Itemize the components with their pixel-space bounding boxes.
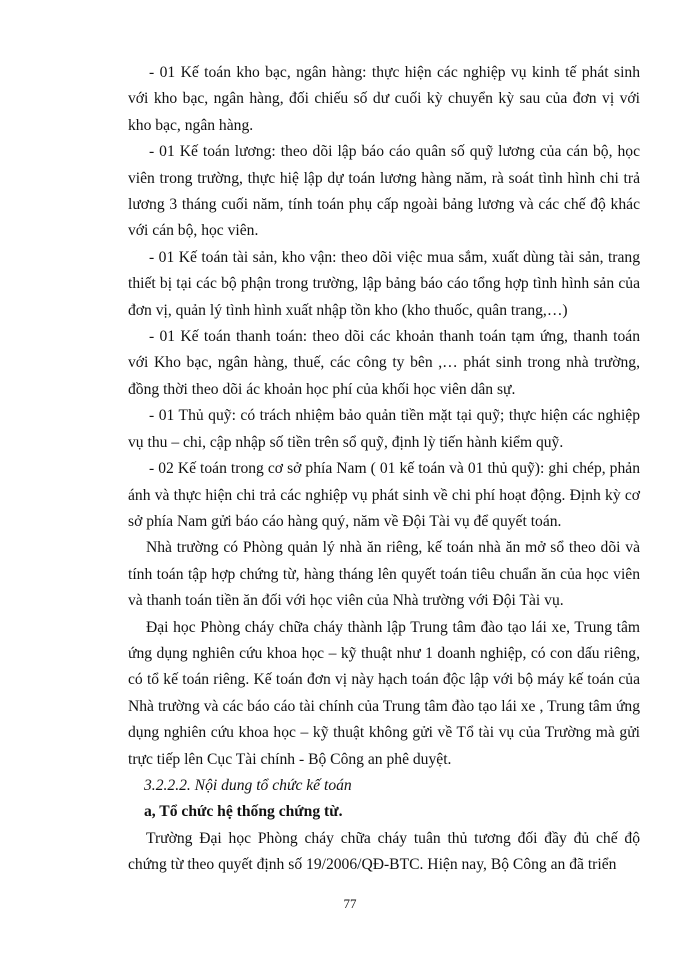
paragraph-payment-accountant: - 01 Kế toán thanh toán: theo dõi các khoản thanh toán tạm ứng, thanh toán với Kho bạc, ngân hàng, thuế, các công ty bên ,… phát sinh trong nhà trường, đồng thời theo dõi ác khoản học phí của khối học viên dân sự. [128,328,640,398]
paragraph-treasury-bank-accountant: - 01 Kế toán kho bạc, ngân hàng: thực hiện các nghiệp vụ kinh tế phát sinh với kho bạc, ngân hàng, đối chiếu số dư cuối kỳ chuyển kỳ sau của đơn vị với kho bạc, ngân hàng. [128,64,640,134]
paragraph-payroll-accountant: - 01 Kế toán lương: theo dõi lập báo cáo quân số quỹ lương của cán bộ, học viên trong trường, thực hiệ lập dự toán lương hàng năm, rà soát tình hình chi trả lương 3 tháng cuối năm, tính toán phụ cấp ngoài bảng lương và các chế độ khác với cán bộ, học viên. [128,143,640,240]
subheading-document-system: a, Tổ chức hệ thống chứng từ. [144,803,343,821]
paragraph-cashier: - 01 Thủ quỹ: có trách nhiệm bảo quản tiền mặt tại quỹ; thực hiện các nghiệp vụ thu – chi, cập nhập số tiền trên sổ quỹ, định lỳ tiến hành kiểm quỹ. [128,407,640,451]
paragraph-training-centers: Đại học Phòng cháy chữa cháy thành lập Trung tâm đào tạo lái xe, Trung tâm ứng dụng nghiên cứu khoa học – kỹ thuật như 1 doanh nghiệp, có con dấu riêng, có tổ kế toán riêng. Kế toán đơn vị này hạch toán độc lập với bộ máy kế toán của Nhà trường và các báo cáo tài chính của Trung tâm đào tạo lái xe , Trung tâm ứng dụng nghiên cứu khoa học – kỹ thuật không gửi về Tổ tài vụ của Trường mà gửi trực tiếp lên Cục Tài chính - Bộ Công an phê duyệt. [128,618,640,768]
page-number: 77 [343,896,357,911]
paragraph-southern-campus-accountants: - 02 Kế toán trong cơ sở phía Nam ( 01 kế toán và 01 thủ quỹ): ghi chép, phản ánh và thực hiện chi trả các nghiệp vụ phát sinh về chi phí hoạt động. Định kỳ cơ sở phía Nam gửi báo cáo hàng quý, năm về Đội Tài vụ để quyết toán. [128,460,640,530]
section-heading: 3.2.2.2. Nội dung tổ chức kế toán [144,776,352,794]
paragraph-document-regime: Trường Đại học Phòng cháy chữa cháy tuân thủ tương đối đầy đủ chế độ chứng từ theo quyết định số 19/2006/QĐ-BTC. Hiện nay, Bộ Công an đã triển [128,829,640,874]
paragraph-canteen-management: Nhà trường có Phòng quản lý nhà ăn riêng, kế toán nhà ăn mở sổ theo dõi và tính toán tập hợp chứng từ, hàng tháng lên quyết toán tiêu chuẩn ăn của học viên và thanh toán tiền ăn đối với học viên của Nhà trường với Đội Tài vụ. [128,539,640,610]
paragraph-asset-warehouse-accountant: - 01 Kế toán tài sản, kho vận: theo dõi việc mua sắm, xuất dùng tài sản, trang thiết bị tại các bộ phận trong trường, lập bảng báo cáo tổng hợp tình hình sản của đơn vị, quản lý tình hình xuất nhập tồn kho (kho thuốc, quân trang,…) [128,248,640,319]
